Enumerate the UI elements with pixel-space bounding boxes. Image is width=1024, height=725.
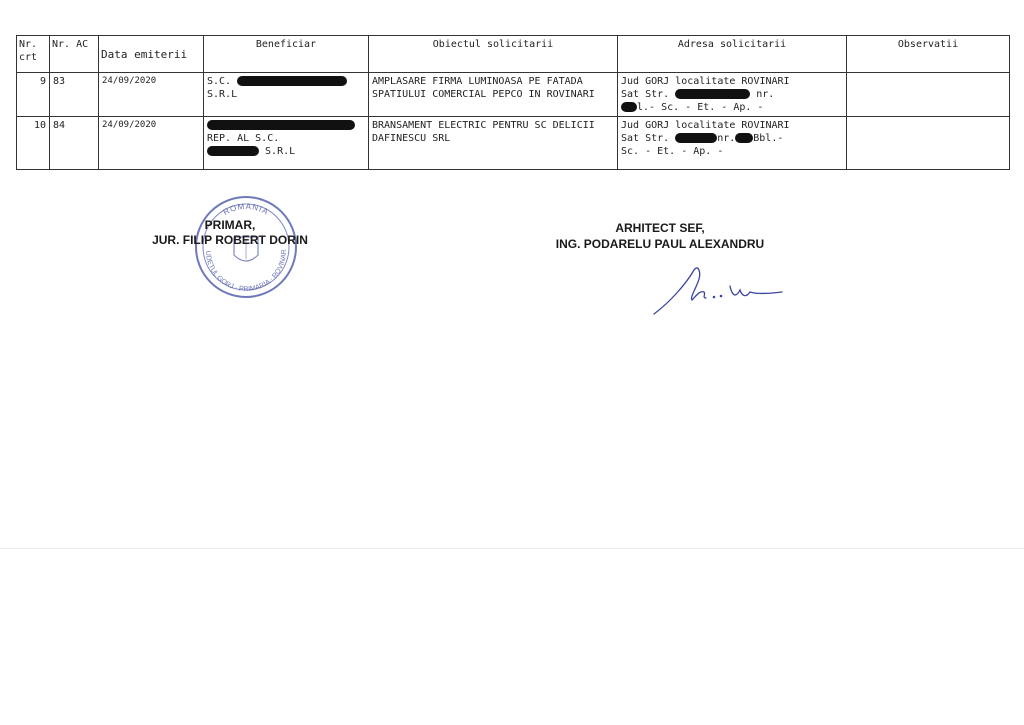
table-header-row (17, 36, 1010, 73)
address-nr-label: nr. (717, 133, 736, 144)
page-fold-line (0, 548, 1024, 549)
row-nr-ac: 83 (50, 73, 99, 117)
header-address: Adresa solicitarii (618, 36, 847, 73)
row-object: AMPLASARE FIRMA LUMINOASA PE FATADA SPATIULUI COMERCIAL PEPCO IN ROVINARI (369, 73, 618, 117)
beneficiary-rep: REP. AL S.C. (207, 133, 280, 144)
address-street-label: Sat Str. (621, 89, 670, 100)
address-line: Jud GORJ localitate ROVINARI (621, 76, 790, 87)
address-line: Jud GORJ localitate ROVINARI (621, 120, 790, 131)
redaction-block (237, 76, 347, 86)
row-nr-ac: 84 (50, 117, 99, 170)
row-observations (847, 117, 1010, 170)
header-nr-crt: Nr. crt (17, 36, 50, 73)
address-street-label: Sat Str. (621, 133, 670, 144)
address-bl-label: Bbl.- (753, 133, 784, 144)
row-object: BRANSAMENT ELECTRIC PENTRU SC DELICII DAFINESCU SRL (369, 117, 618, 170)
mayor-signature-block (150, 218, 310, 248)
row-beneficiary (204, 73, 369, 117)
svg-text:ROMANIA: ROMANIA (221, 201, 271, 217)
architect-title: ARHITECT SEF, (615, 221, 705, 235)
architect-name: ING. PODARELU PAUL ALEXANDRU (555, 237, 765, 251)
header-date: Data emiterii (99, 36, 204, 73)
address-nr-label: nr. (756, 89, 775, 100)
table-row (17, 73, 1010, 117)
redaction-block (207, 146, 259, 156)
row-nr-crt: 9 (17, 73, 50, 117)
handwritten-signature (650, 262, 790, 322)
beneficiary-suffix: S.R.L (265, 146, 296, 157)
row-beneficiary (204, 117, 369, 170)
row-address (618, 73, 847, 117)
row-date: 24/09/2020 (99, 73, 204, 117)
beneficiary-prefix: S.C. (207, 76, 232, 87)
redaction-block (735, 133, 753, 143)
beneficiary-suffix: S.R.L (207, 89, 238, 100)
redaction-block (207, 120, 355, 130)
row-date: 24/09/2020 (99, 117, 204, 170)
table-row (17, 117, 1010, 170)
mayor-name: JUR. FILIP ROBERT DORIN (152, 233, 308, 247)
redaction-block (675, 89, 750, 99)
header-nr-ac: Nr. AC (50, 36, 99, 73)
address-line: l.- Sc. - Et. - Ap. - (637, 102, 764, 113)
row-address (618, 117, 847, 170)
row-nr-crt: 10 (17, 117, 50, 170)
redaction-block (621, 102, 637, 112)
architect-signature-block (545, 220, 775, 252)
redaction-block (675, 133, 717, 143)
requests-table (16, 35, 1010, 170)
address-line: Sc. - Et. - Ap. - (621, 146, 724, 157)
header-beneficiary: Beneficiar (204, 36, 369, 73)
header-object: Obiectul solicitarii (369, 36, 618, 73)
row-observations (847, 73, 1010, 117)
header-observations: Observatii (847, 36, 1010, 73)
svg-text:JUDETUL GORJ · PRIMARIA · ROVI: UDETUL GORJ · PRIMARIA · ROVINAR (203, 249, 289, 294)
mayor-title: PRIMAR, (204, 218, 256, 232)
